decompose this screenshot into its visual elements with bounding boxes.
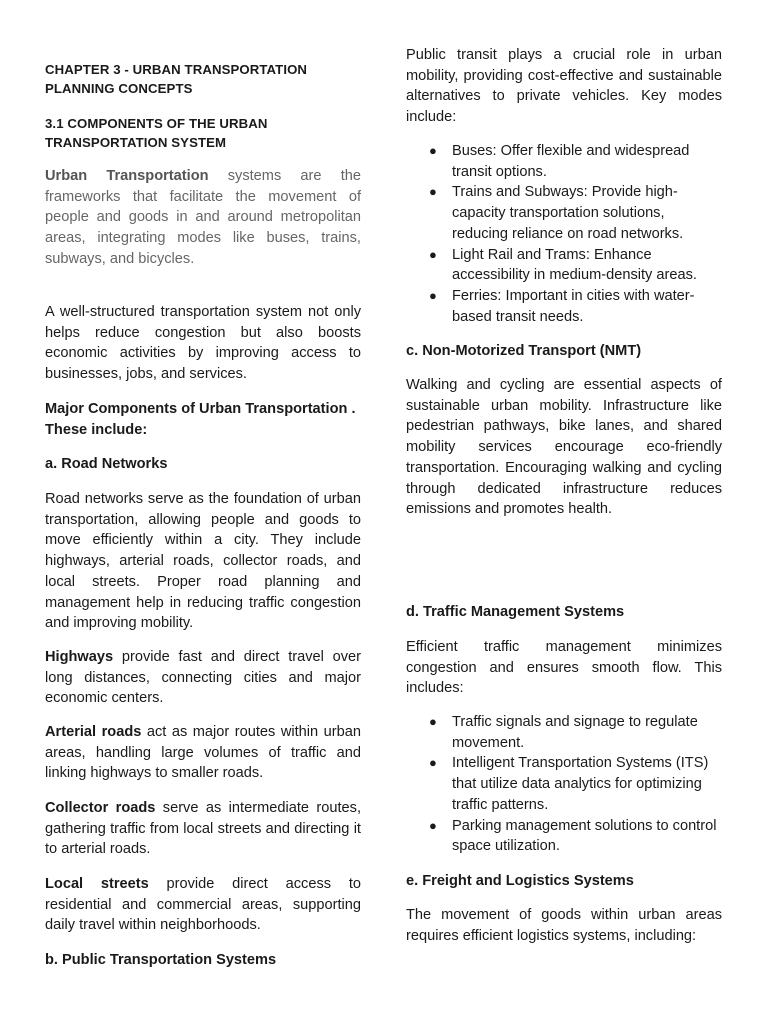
- nmt-heading: c. Non-Motorized Transport (NMT): [406, 343, 642, 359]
- intro-paragraph: [45, 166, 361, 270]
- list-item-text: Buses: Offer flexible and widespread transit options.: [452, 143, 690, 180]
- major-components-heading: Major Components of Urban Transportation . These include:: [45, 401, 356, 438]
- intro-rest: systems are the frameworks that facilitate the movement of people and goods in and around metropolitan areas, integrating modes like buses, trains, subways, and bicycles.: [45, 168, 362, 267]
- list-item: [406, 712, 722, 753]
- public-transport-heading: b. Public Transportation Systems: [45, 952, 277, 968]
- road-networks-paragraph: Road networks serve as the foundation of urban transportation, allowing people and goods to move efficiently within a city. They include highways, arterial roads, collector roads, and local streets. Proper road planning and management help in reducing traffic congestion and improving mobility.: [45, 491, 361, 632]
- local-streets-paragraph: [45, 874, 361, 936]
- list-item: [406, 816, 722, 857]
- highways-paragraph: [45, 647, 361, 709]
- list-item-text: Light Rail and Trams: Enhance accessibility in medium-density areas.: [452, 246, 697, 284]
- section-title: 3.1 COMPONENTS OF THE URBAN TRANSPORTATION SYSTEM: [45, 116, 268, 150]
- list-item-text: Intelligent Transportation Systems (ITS) that utilize data analytics for optimizing traffic patterns.: [452, 755, 709, 813]
- local-text: provide direct access to residential and commercial areas, supporting daily travel within neighborhoods.: [45, 876, 361, 934]
- freight-intro: The movement of goods within urban areas requires efficient logistics systems, including:: [406, 907, 722, 944]
- well-structured-paragraph: A well-structured transportation system not only helps reduce congestion but also boosts economic activities by improving access to businesses, jobs, and services.: [45, 304, 361, 383]
- traffic-items-list: [406, 712, 722, 857]
- list-item: [406, 245, 722, 286]
- chapter-title: CHAPTER 3 - URBAN TRANSPORTATION PLANNING CONCEPTS: [45, 62, 308, 96]
- arterial-term: Arterial roads: [45, 724, 142, 740]
- collector-text: serve as intermediate routes, gathering traffic from local streets and directing it to arterial roads.: [45, 800, 361, 858]
- local-term: Local streets: [45, 876, 149, 892]
- freight-heading: e. Freight and Logistics Systems: [406, 873, 634, 889]
- bullet-icon: ●: [429, 184, 437, 200]
- collector-term: Collector roads: [45, 800, 156, 816]
- list-item: [406, 753, 722, 815]
- arterial-paragraph: [45, 722, 361, 784]
- collector-paragraph: [45, 798, 361, 860]
- bullet-icon: ●: [429, 246, 437, 262]
- nmt-paragraph: Walking and cycling are essential aspects of sustainable urban mobility. Infrastructure like pedestrian pathways, bike lanes, and shared mobility services encourage eco-friendly transportation. Encouraging walking and cycling through dedicated infrastructure reduces emissions and promotes health.: [406, 377, 722, 518]
- traffic-intro: Efficient traffic management minimizes congestion and ensures smooth flow. This includes:: [406, 639, 722, 697]
- road-networks-heading: a. Road Networks: [45, 456, 168, 472]
- highways-term: Highways: [45, 649, 114, 665]
- bullet-icon: ●: [429, 714, 437, 729]
- list-item: [406, 141, 722, 182]
- highways-text: provide fast and direct travel over long distances, connecting cities and major economic centers.: [45, 649, 361, 707]
- list-item-text: Trains and Subways: Provide high-capacity transportation solutions, reducing reliance on road networks.: [452, 184, 684, 242]
- bullet-icon: ●: [429, 755, 437, 771]
- arterial-text: act as major routes within urban areas, handling large volumes of traffic and linking highways to smaller roads.: [45, 724, 361, 782]
- list-item-text: Parking management solutions to control space utilization.: [452, 817, 717, 855]
- list-item: [406, 182, 722, 244]
- intro-term: Urban Transportation: [45, 168, 209, 184]
- list-item-text: Ferries: Important in cities with water-based transit needs.: [452, 287, 695, 325]
- bullet-icon: ●: [429, 817, 437, 833]
- public-transit-intro: Public transit plays a crucial role in urban mobility, providing cost-effective and sustainable alternatives to private vehicles. Key modes include:: [406, 47, 722, 126]
- bullet-icon: ●: [429, 287, 437, 303]
- list-item-text: Traffic signals and signage to regulate movement.: [452, 714, 698, 751]
- list-item: [406, 286, 722, 327]
- traffic-management-heading: d. Traffic Management Systems: [406, 604, 625, 620]
- bullet-icon: ●: [429, 143, 437, 158]
- transit-modes-list: [406, 141, 722, 327]
